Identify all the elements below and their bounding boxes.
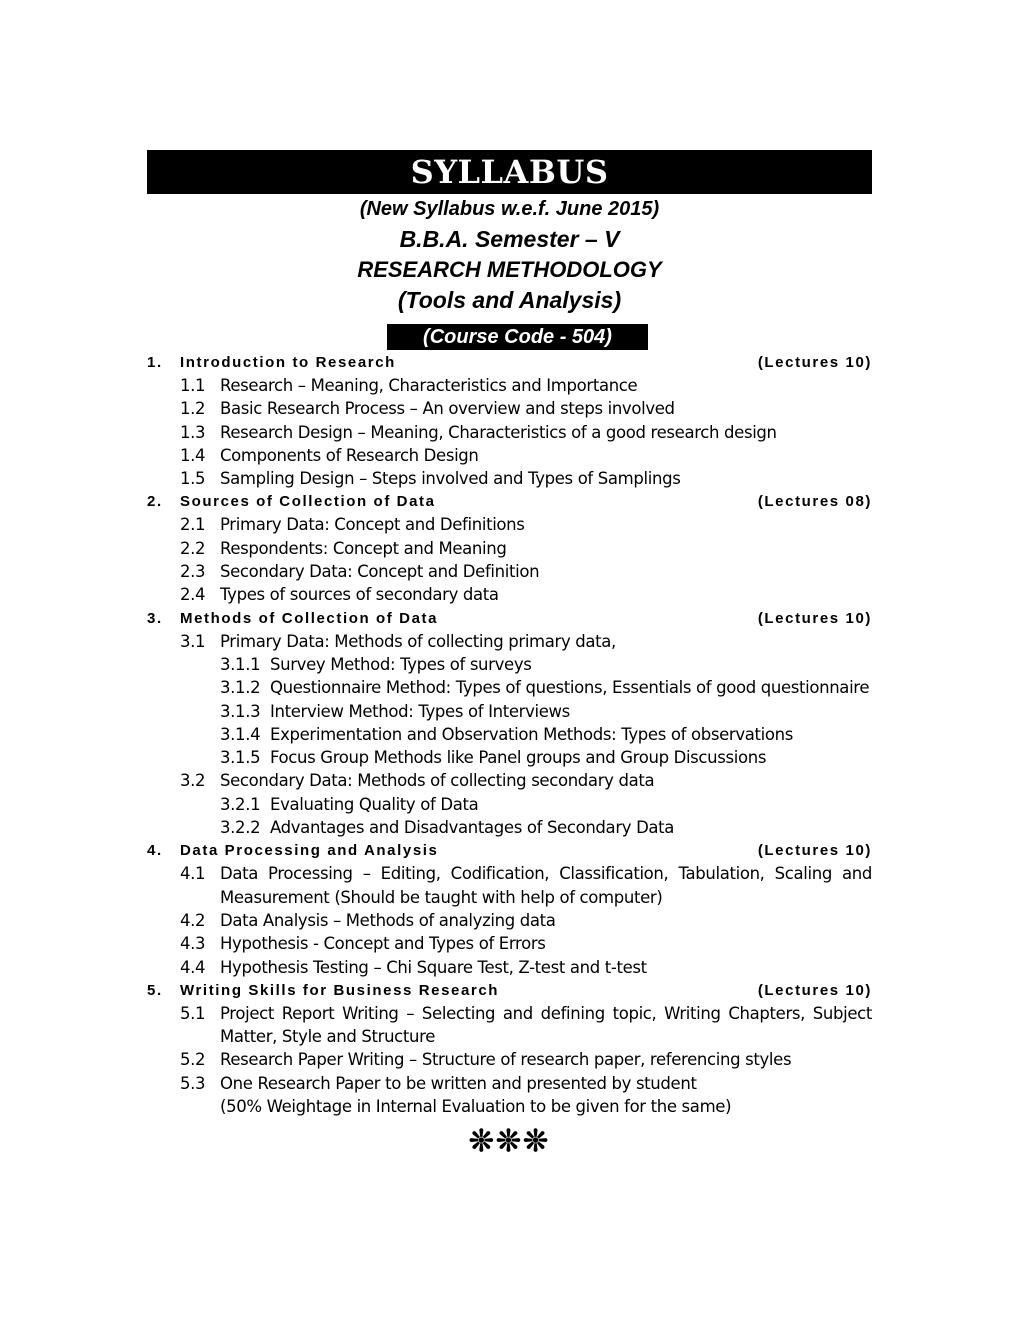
section-number: 1. — [147, 354, 163, 371]
sub-list-item: 3.1.1 Survey Method: Types of surveys — [220, 654, 532, 674]
section-title: Methods of Collection of Data — [180, 609, 439, 627]
list-item: 5.1 Project Report Writing – Selecting and defining topic, Writing Chapters, Subject Matter, Style and Structure — [180, 1003, 872, 1047]
section-heading — [147, 490, 872, 513]
section-heading — [147, 839, 872, 862]
section-heading — [147, 351, 872, 374]
syllabus-title: SYLLABUS — [147, 150, 872, 194]
list-item: 2.3 Secondary Data: Concept and Definition — [180, 562, 540, 582]
sub-list-item: 3.1.3 Interview Method: Types of Interviews — [220, 701, 570, 721]
list-item: 1.3 Research Design – Meaning, Characteristics of a good research design — [180, 422, 777, 442]
course-code: (Course Code - 504) — [387, 324, 648, 350]
sub-list-item: 3.2.1 Evaluating Quality of Data — [220, 794, 479, 814]
section-title: Data Processing and Analysis — [180, 842, 439, 860]
section-number: 2. — [147, 493, 163, 511]
section-heading — [147, 607, 872, 630]
section-note: (50% Weightage in Internal Evaluation to be given for the same) — [220, 1097, 732, 1117]
list-item: 3.1 Primary Data: Methods of collecting primary data, — [180, 631, 616, 651]
section-lectures: (Lectures 10) — [757, 981, 872, 999]
list-item: 1.1 Research – Meaning, Characteristics and Importance — [180, 376, 638, 395]
section-title: Sources of Collection of Data — [180, 493, 436, 511]
list-item: 4.2 Data Analysis – Methods of analyzing data — [180, 910, 556, 930]
list-item: 1.5 Sampling Design – Steps involved and Types of Samplings — [180, 469, 681, 489]
program-title: B.B.A. Semester – V — [399, 226, 620, 252]
section-lectures: (Lectures 10) — [757, 609, 872, 627]
list-item: 2.1 Primary Data: Concept and Definitions — [180, 515, 525, 535]
section-lectures: (Lectures 10) — [757, 842, 872, 860]
list-item: 1.2 Basic Research Process – An overview and steps involved — [180, 399, 675, 419]
subject-title: RESEARCH METHODOLOGY — [357, 257, 662, 282]
list-item: 1.4 Components of Research Design — [180, 445, 479, 465]
syllabus-subtitle: (New Syllabus w.e.f. June 2015) — [359, 198, 660, 220]
sub-list-item: 3.1.5 Focus Group Methods like Panel groups and Group Discussions — [220, 748, 767, 768]
section-lectures: (Lectures 10) — [757, 354, 872, 371]
section-title: Writing Skills for Business Research — [180, 981, 500, 999]
list-item: 4.1 Data Processing – Editing, Codification, Classification, Tabulation, Scaling and Measurement (Should be taught with help of computer) — [180, 864, 872, 907]
syllabus-content — [147, 351, 872, 1118]
list-item: 5.2 Research Paper Writing – Structure of research paper, referencing styles — [180, 1050, 792, 1070]
section-number: 4. — [147, 842, 163, 860]
sub-list-item: 3.1.4 Experimentation and Observation Methods: Types of observations — [220, 724, 793, 744]
section-heading — [147, 979, 872, 1002]
section-lectures: (Lectures 08) — [757, 493, 872, 511]
section-number: 5. — [147, 981, 163, 999]
sub-list-item: 3.2.2 Advantages and Disadvantages of Secondary Data — [220, 818, 675, 838]
end-ornament: ❊❊❊ — [468, 1125, 551, 1158]
list-item: 3.2 Secondary Data: Methods of collecting secondary data — [180, 771, 655, 791]
sub-list-item: 3.1.2 Questionnaire Method: Types of questions, Essentials of good questionnaire — [220, 678, 870, 698]
list-item: 5.3 One Research Paper to be written and presented by student — [180, 1073, 697, 1093]
list-item: 2.4 Types of sources of secondary data — [180, 585, 499, 605]
section-number: 3. — [147, 609, 163, 627]
list-item: 4.3 Hypothesis - Concept and Types of Errors — [180, 934, 546, 954]
section-title: Introduction to Research — [180, 354, 396, 371]
list-item: 4.4 Hypothesis Testing – Chi Square Test, Z-test and t-test — [180, 957, 647, 977]
subject-subtitle: (Tools and Analysis) — [397, 287, 622, 313]
list-item: 2.2 Respondents: Concept and Meaning — [180, 538, 507, 558]
